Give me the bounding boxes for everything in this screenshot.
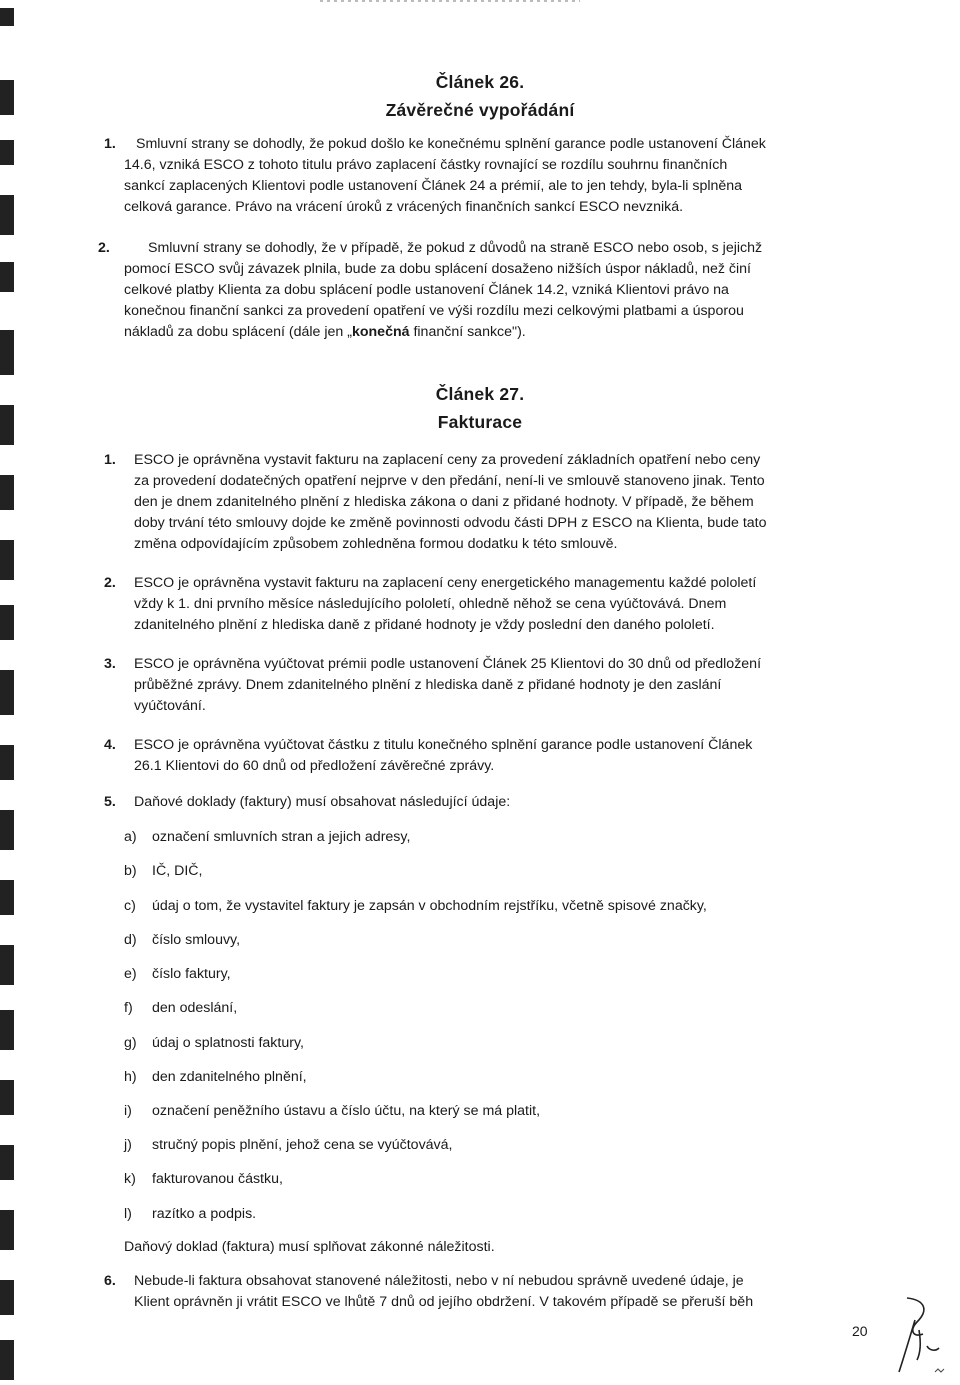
article-27-paragraph-1 (104, 450, 880, 555)
text-line: pomocí ESCO svůj závazek plnila, bude za dobu splácení dosaženo nižších úspor nákladů, než činí (124, 261, 751, 277)
list-text: označení peněžního ústavu a číslo účtu, na který se má platit, (152, 1103, 541, 1119)
article-27-paragraph-3 (104, 654, 880, 717)
text-line: změna odpovídajícím způsobem zohledněna formou dodatku k této smlouvě. (134, 536, 618, 552)
text-line: za provedení dodatečných opatření nejprve v den předání, není-li ve smlouvě stanoveno jinak. Tento (134, 473, 765, 489)
page-number: 20 (852, 1323, 868, 1339)
list-letter: l) (124, 1206, 132, 1222)
text-line: Smluvní strany se dohodly, že v případě, že pokud z důvodů na straně ESCO nebo osob, s jejichž (148, 240, 763, 256)
article-26-paragraph-1 (104, 134, 876, 218)
paragraph-number: 2. (104, 575, 116, 591)
article-27-title: Článek 27. (435, 384, 525, 404)
list-text: IČ, DIČ, (152, 863, 203, 879)
text-line: zdanitelného plnění z hlediska daně z přidané hodnoty je vždy poslední den daného pololetí. (134, 617, 715, 633)
list-text: číslo faktury, (152, 966, 231, 982)
text-line: průběžné zprávy. Dnem zdanitelného plnění z hlediska daně z přidané hodnoty je den zaslání (134, 677, 722, 693)
list-item (124, 1101, 540, 1121)
list-item (124, 1033, 304, 1053)
list-text: stručný popis plnění, jehož cena se vyúčtovává, (152, 1137, 453, 1153)
scan-edge-mark (0, 140, 14, 165)
scan-edge-mark (0, 1340, 14, 1380)
list-letter: h) (124, 1069, 137, 1085)
text-line: sankcí zaplacených Klientovi podle ustanovení Článek 24 a prémií, ale to jen tehdy, byla-li splněna (124, 178, 743, 194)
scan-edge-mark (0, 1010, 14, 1050)
scan-edge-mark (0, 880, 14, 915)
text-line: ESCO je oprávněna vystavit fakturu na zaplacení ceny energetického managementu každé pololetí (134, 575, 757, 591)
text-line: ESCO je oprávněna vyúčtovat prémii podle ustanovení Článek 25 Klientovi do 30 dnů od předložení (134, 656, 762, 672)
scan-edge-mark (0, 330, 14, 375)
text-line: den je dnem zdanitelného plnění z hlediska zákona o dani z přidané hodnoty. V případě, že během (134, 494, 754, 510)
paragraph-number: 1. (104, 136, 116, 152)
list-letter: g) (124, 1035, 137, 1051)
scan-edge-mark (0, 1210, 14, 1250)
text-line: Nebude-li faktura obsahovat stanovené náležitosti, nebo v ní nebudou správně uvedené údaje, je (134, 1273, 744, 1289)
text-line: doby trvání této smlouvy dojde ke změně povinnosti odvodu části DPH z ESCO na Klienta, bude tato (134, 515, 767, 531)
text-line: Smluvní strany se dohodly, že pokud došlo ke konečnému splnění garance podle ustanovení Článek (136, 136, 766, 152)
scan-edge-mark (0, 605, 14, 640)
text-line: konečnou finanční sankci za provedení opatření ve výši rozdílu mezi celkovými platbami a úsporou (124, 303, 744, 319)
scan-edge-mark (0, 670, 14, 715)
article-27-paragraph-6 (104, 1271, 880, 1313)
article-26-subtitle: Závěrečné vypořádání (385, 100, 575, 120)
text-line: 26.1 Klientovi do 60 dnů od předložení závěrečné zprávy. (134, 758, 495, 774)
closing-sentence: Daňový doklad (faktura) musí splňovat zákonné náležitosti. (124, 1239, 495, 1255)
scan-edge-mark (0, 1280, 14, 1315)
paragraph-number: 1. (104, 452, 116, 468)
list-item (124, 861, 202, 881)
list-text: číslo smlouvy, (152, 932, 241, 948)
list-text: fakturovanou částku, (152, 1171, 283, 1187)
paragraph-number: 2. (98, 240, 110, 256)
article-27-paragraph-5 (104, 792, 880, 813)
scan-artifact (320, 0, 580, 2)
text-line (124, 322, 878, 343)
article-27-paragraph-4 (104, 735, 880, 777)
scan-edge-mark (0, 195, 14, 235)
list-letter: c) (124, 898, 136, 914)
paragraph-number: 3. (104, 656, 116, 672)
article-27-subtitle: Fakturace (437, 412, 523, 432)
list-item (124, 1204, 256, 1224)
article-27-paragraph-2 (104, 573, 880, 636)
list-item (124, 1169, 283, 1189)
text-line: celková garance. Právo na vrácení úroků z vrácených finančních sankcí ESCO nevzniká. (124, 199, 684, 215)
text-line: celkové platby Klienta za dobu splácení podle ustanovení Článek 14.2, vzniká Klientovi právo na (124, 282, 729, 298)
paragraph-number: 4. (104, 737, 116, 753)
text-line: vyúčtování. (134, 698, 206, 714)
list-letter: b) (124, 863, 137, 879)
list-text: den zdanitelného plnění, (152, 1069, 307, 1085)
text-fragment: finanční sankce"). (409, 324, 526, 340)
scan-edge-mark (0, 1145, 14, 1180)
scan-edge-mark (0, 540, 14, 580)
article-26-paragraph-2 (98, 238, 878, 343)
list-item (124, 930, 240, 950)
list-item (124, 896, 707, 916)
list-item (124, 827, 410, 847)
scan-edge-mark (0, 745, 14, 780)
scan-edge-mark (0, 945, 14, 985)
list-item (124, 1135, 452, 1155)
list-letter: j) (124, 1137, 132, 1153)
scan-edge-mark (0, 810, 14, 850)
list-text: razítko a podpis. (152, 1206, 257, 1222)
list-text: údaj o tom, že vystavitel faktury je zapsán v obchodním rejstříku, včetně spisové značky, (152, 898, 707, 914)
article-26-title: Článek 26. (435, 72, 525, 92)
list-letter: k) (124, 1171, 136, 1187)
list-text: označení smluvních stran a jejich adresy, (152, 829, 411, 845)
scan-edge-mark (0, 8, 14, 26)
text-line: 14.6, vzniká ESCO z tohoto titulu právo zaplacení částky rovnající se rozdílu souhrnu finančních (124, 157, 728, 173)
paragraph-number: 5. (104, 794, 116, 810)
text-line: ESCO je oprávněna vystavit fakturu na zaplacení ceny za provedení základních opatření nebo ceny (134, 452, 761, 468)
list-item (124, 964, 231, 984)
list-text: den odeslání, (152, 1000, 238, 1016)
scan-edge-mark (0, 475, 14, 510)
list-letter: d) (124, 932, 137, 948)
text-line: ESCO je oprávněna vyúčtovat částku z titulu konečného splnění garance podle ustanovení Článek (134, 737, 753, 753)
text-line: Klient oprávněn ji vrátit ESCO ve lhůtě 7 dnů od jejího obdržení. V takovém případě se přeruší běh (134, 1294, 754, 1310)
list-item (124, 1067, 307, 1087)
list-letter: i) (124, 1103, 132, 1119)
bold-term: konečná (351, 324, 410, 340)
list-letter: f) (124, 1000, 133, 1016)
list-letter: e) (124, 966, 137, 982)
list-letter: a) (124, 829, 137, 845)
scan-edge-mark (0, 262, 14, 292)
scan-edge-mark (0, 1080, 14, 1115)
signature-initials (895, 1290, 955, 1380)
list-text: údaj o splatnosti faktury, (152, 1035, 304, 1051)
paragraph-number: 6. (104, 1273, 116, 1289)
text-line: Daňové doklady (faktury) musí obsahovat následující údaje: (134, 794, 511, 810)
text-fragment: nákladů za dobu splácení (dále jen „ (124, 324, 352, 340)
list-item (124, 998, 237, 1018)
text-line: vždy k 1. dni prvního měsíce následujícího pololetí, ohledně něhož se cena vyúčtovává. Dnem (134, 596, 727, 612)
